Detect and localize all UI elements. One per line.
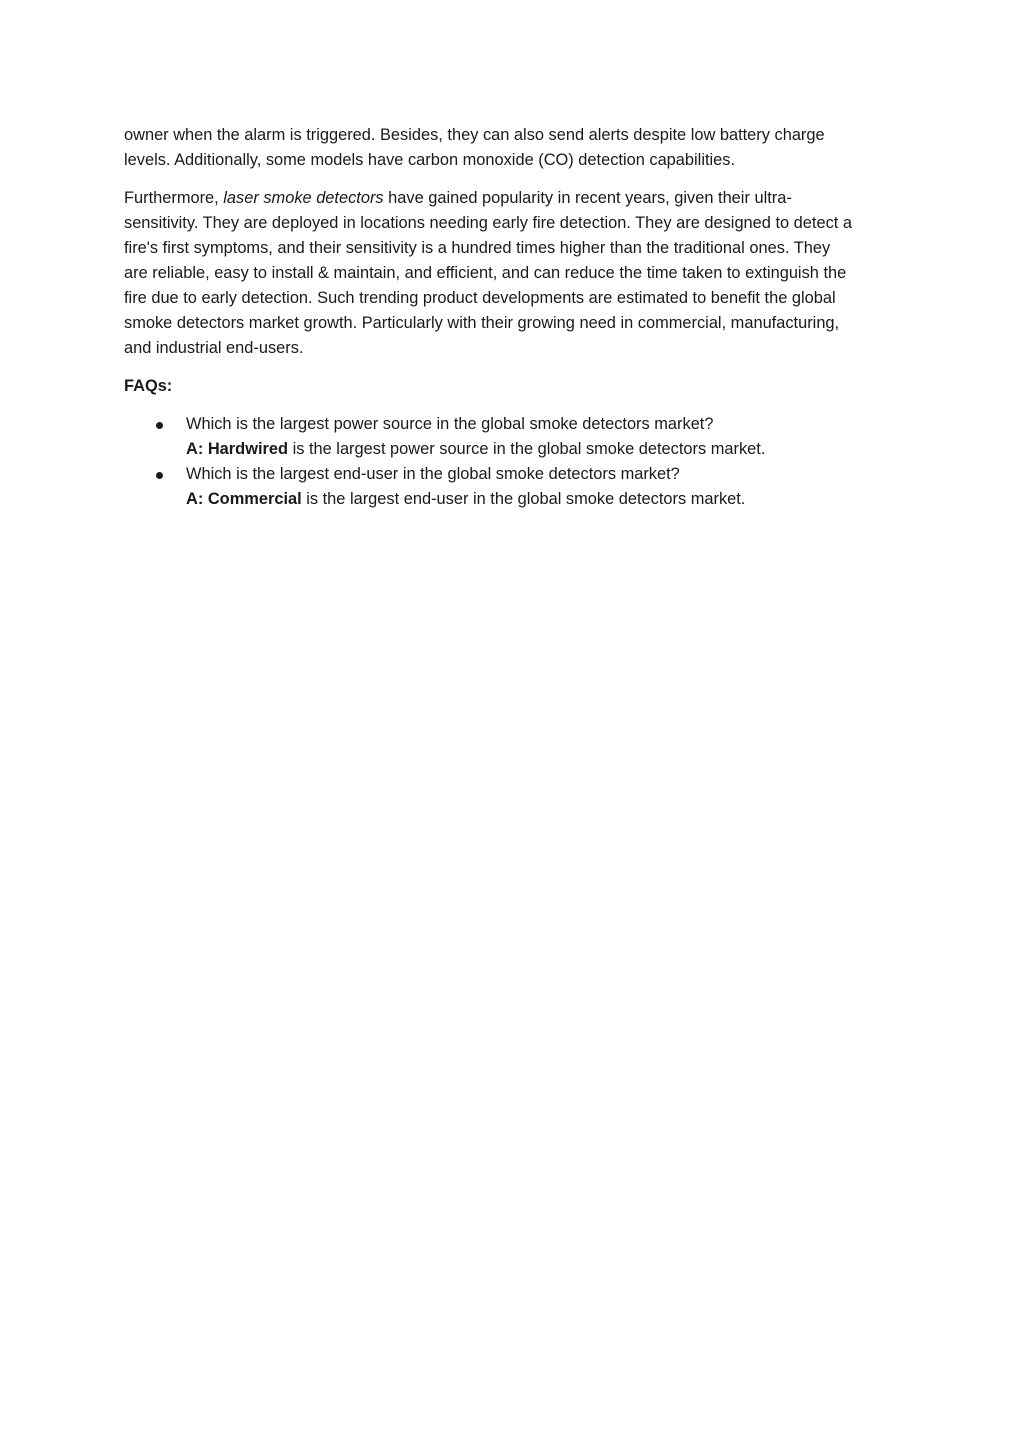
- faq-answer-label: A: Commercial: [186, 490, 302, 508]
- faq-question: Which is the largest power source in the global smoke detectors market?: [186, 415, 714, 433]
- faq-question: Which is the largest end-user in the global smoke detectors market?: [186, 465, 680, 483]
- text-line: levels. Additionally, some models have carbon monoxide (CO) detection capabilities.: [124, 151, 736, 169]
- text-line: owner when the alarm is triggered. Besides, they can also send alerts despite low battery charge: [124, 126, 825, 144]
- faq-item: [124, 412, 902, 462]
- faq-heading: FAQs:: [124, 377, 173, 395]
- paragraph-laser-detectors: [124, 186, 902, 361]
- text-line: sensitivity. They are deployed in locations needing early fire detection. They are designed to detect a: [124, 214, 853, 232]
- text-run: have gained popularity in recent years, given their ultra-: [383, 189, 792, 207]
- text-run: Furthermore,: [124, 189, 224, 207]
- faq-answer-label: A: Hardwired: [186, 440, 289, 458]
- paragraph-alarm-features: [124, 123, 902, 173]
- text-line: smoke detectors market growth. Particularly with their growing need in commercial, manufacturing,: [124, 314, 840, 332]
- faq-item: [124, 462, 902, 512]
- faq-list: [124, 412, 902, 512]
- faq-answer-text: is the largest power source in the global smoke detectors market.: [288, 440, 766, 458]
- text-line: and industrial end-users.: [124, 339, 304, 357]
- text-line: [124, 186, 902, 211]
- text-line: fire due to early detection. Such trending product developments are estimated to benefit the global: [124, 289, 836, 307]
- text-line: fire's first symptoms, and their sensitivity is a hundred times higher than the traditional ones. They: [124, 239, 831, 257]
- faq-answer-text: is the largest end-user in the global smoke detectors market.: [301, 490, 746, 508]
- faq-answer: [186, 487, 902, 512]
- bullet-icon: [156, 422, 163, 429]
- italic-term: laser smoke detectors: [223, 189, 384, 207]
- faq-answer: [186, 437, 902, 462]
- text-line: are reliable, easy to install & maintain, and efficient, and can reduce the time taken to extinguish the: [124, 264, 847, 282]
- bullet-icon: [156, 472, 163, 479]
- document-page: [124, 123, 902, 512]
